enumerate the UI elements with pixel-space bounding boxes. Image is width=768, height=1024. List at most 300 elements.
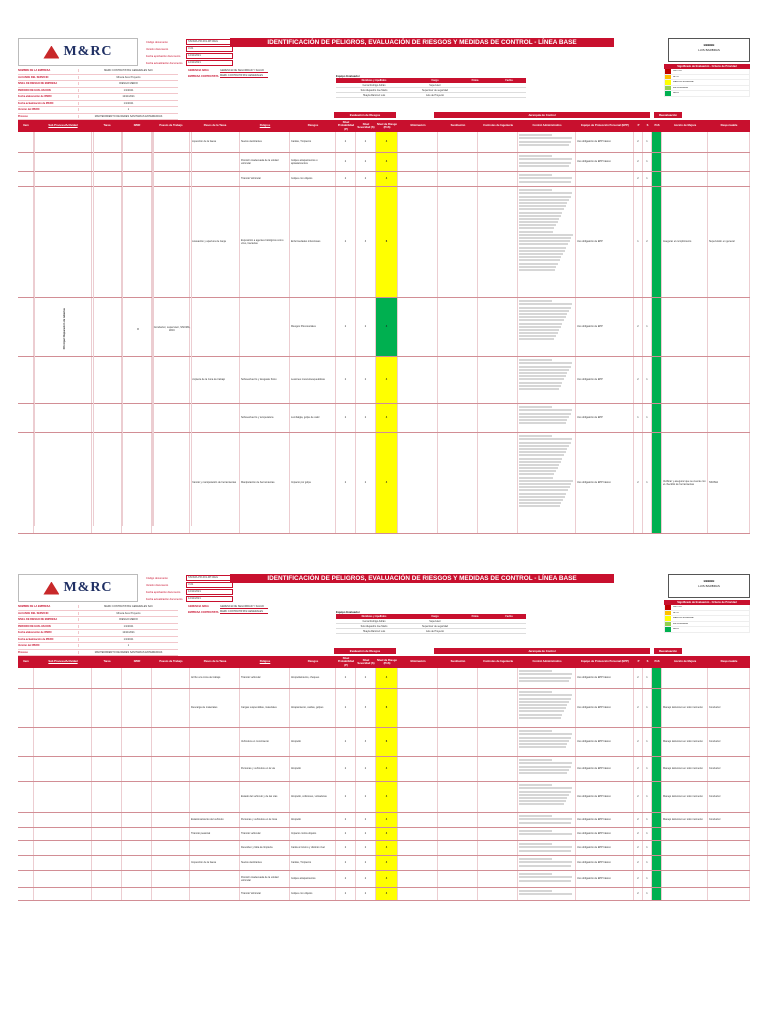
cell-task — [92, 757, 122, 781]
cell-admin — [518, 757, 576, 781]
cell-substitution — [438, 404, 478, 432]
info-value: 1 — [78, 108, 178, 111]
cell-subprocess — [34, 888, 92, 900]
cell-job — [152, 782, 190, 812]
cell-epp: Uso obligatorio de EPP básico — [576, 153, 634, 171]
cell-p2: 2 — [634, 856, 643, 870]
cell-elimination — [398, 856, 438, 870]
cell-responsible: Conductor — [708, 689, 750, 727]
cell-step: Inspección de la faena — [190, 132, 240, 152]
cell-rnr — [122, 782, 152, 812]
cell-p2: 2 — [634, 728, 643, 756]
cell-risk-level — [376, 757, 398, 781]
cell-severity: 3 — [356, 187, 376, 297]
company-logo — [18, 574, 138, 602]
cell-elimination — [398, 668, 438, 688]
table-body — [18, 132, 750, 534]
cell-item — [18, 871, 34, 887]
cell-severity: 2 — [356, 828, 376, 840]
cell-hazard: Sobreesfuerzo y temperatura — [240, 404, 290, 432]
col-action: Acción de Mejora — [673, 124, 697, 128]
cell-action — [662, 828, 708, 840]
cell-p2: 2 — [634, 841, 643, 855]
cell-risk: Golpes atrapamientos — [290, 871, 336, 887]
cell-step — [190, 871, 240, 887]
cell-elimination — [398, 813, 438, 827]
cell-engineering — [478, 689, 518, 727]
col-elimination: Eliminación — [410, 124, 426, 128]
cell-job — [152, 689, 190, 727]
meta-label: Versión documento — [146, 47, 169, 51]
cell-admin — [518, 298, 576, 356]
cell-rnr — [122, 871, 152, 887]
cell-subprocess — [34, 782, 92, 812]
evaluator-name: Huayta Ramírez Luis — [336, 93, 412, 98]
area-value: GERENCIA DE SEGURIDAD Y SALUD — [220, 605, 268, 609]
cell-engineering — [478, 187, 518, 297]
cell-step: Excavación y apertura de zanja — [190, 187, 240, 297]
approval-box — [668, 574, 750, 598]
cell-task — [92, 153, 122, 171]
cell-severity: 2 — [356, 404, 376, 432]
cell-probability: 2 — [336, 404, 356, 432]
info-value: MANTENIMIENTO DE REDES SANITARIAS ENTERRADAS — [78, 115, 178, 118]
col-item: Ítem — [23, 124, 29, 128]
cell-engineering — [478, 856, 518, 870]
evaluators-header: Fecha — [492, 78, 526, 83]
cell-job — [152, 757, 190, 781]
approval-name: LUIS BARBRAS — [698, 48, 720, 52]
cell-task — [92, 782, 122, 812]
cell-epp: Uso obligatorio de EPP básico — [576, 828, 634, 840]
cell-substitution — [438, 871, 478, 887]
cell-hazard: Tránsito Vehicular — [240, 888, 290, 900]
cell-epp: Uso obligatorio de EPP básico — [576, 728, 634, 756]
risk-level-value: 4 — [385, 832, 388, 836]
cell-epp: Uso obligatorio de EPP básico — [576, 841, 634, 855]
cell-p2: 2 — [634, 153, 643, 171]
cell-admin — [518, 132, 576, 152]
cell-risk: Lumbalgia, golpe de calor — [290, 404, 336, 432]
table-header — [18, 120, 750, 132]
col-admin: Control Administrativo — [532, 124, 562, 128]
cell-responsible: Conductor — [708, 782, 750, 812]
col-risks: Riesgos — [307, 124, 319, 128]
cell-item — [18, 298, 34, 356]
cell-elimination — [398, 757, 438, 781]
cell-action: Verificar y asegurar que se cuente con el checklist de herramientas — [662, 433, 708, 533]
cell-rnr — [122, 689, 152, 727]
meta-label: Código documento — [146, 40, 168, 44]
cell-responsible — [708, 298, 750, 356]
cell-severity: 3 — [356, 728, 376, 756]
cell-subprocess — [34, 828, 92, 840]
cell-risk: Atropello — [290, 728, 336, 756]
info-label: Versión del IPERC — [18, 644, 40, 648]
cell-hazard: Tránsito vehicular — [240, 828, 290, 840]
info-label: NIVEL DE RIESGO DE EMPRESA — [18, 618, 58, 622]
cell-step — [190, 172, 240, 186]
meta-value: V-01 — [186, 582, 233, 588]
cell-subprocess — [34, 689, 92, 727]
info-value: RIESGO MEDIO — [78, 618, 178, 621]
band-recal: Reevaluación — [654, 648, 682, 654]
risk-level-value: 4 — [385, 818, 388, 822]
risk-level-value: 4 — [385, 481, 388, 485]
cell-task — [92, 728, 122, 756]
risk-level-value: 4 — [385, 325, 388, 329]
cell-hazard: Personas y vehículos en la zona — [240, 813, 290, 827]
cell-responsible — [708, 888, 750, 900]
cell-job — [152, 856, 190, 870]
cell-probability: 2 — [336, 828, 356, 840]
cell-s2: 1 — [643, 689, 652, 727]
cell-responsible: Conductor — [708, 813, 750, 827]
cell-task — [92, 828, 122, 840]
cell-s2: 1 — [643, 728, 652, 756]
area-value: M&RC CONTRATISTAS GENERALES — [220, 74, 268, 78]
cell-rnr — [122, 668, 152, 688]
cell-admin — [518, 728, 576, 756]
cell-rnr — [122, 856, 152, 870]
cell-job — [152, 841, 190, 855]
cell-step: Arribo a la zona de trabajo — [190, 668, 240, 688]
cell-task — [92, 404, 122, 432]
cell-severity: 2 — [356, 813, 376, 827]
info-value: RIESGO MEDIO — [78, 82, 178, 85]
cell-action — [662, 888, 708, 900]
cell-action — [662, 404, 708, 432]
cell-hazard: Vehículos en movimiento — [240, 728, 290, 756]
cell-hazard: Manipulación de herramientas — [240, 433, 290, 533]
priority-legend — [664, 600, 750, 633]
table-row — [18, 689, 750, 728]
cell-task — [92, 132, 122, 152]
cell-risk: Impacto por golpe — [290, 433, 336, 533]
cell-risk: Lesiones musculoesqueléticas — [290, 357, 336, 403]
general-info — [18, 68, 178, 120]
cell-hazard: Exposición a agentes biológicos como virus, bacterias — [240, 187, 290, 297]
info-label: ALCANCE DEL SERVICIO — [18, 611, 49, 615]
cell-item — [18, 728, 34, 756]
cell-pxs2 — [652, 187, 662, 297]
cell-item — [18, 757, 34, 781]
info-label: Proceso — [18, 650, 28, 654]
cell-p2: 2 — [634, 433, 643, 533]
evaluators-table — [336, 610, 526, 634]
cell-risk-level — [376, 187, 398, 297]
iperc-sheet-1 — [18, 38, 750, 534]
cell-substitution — [438, 668, 478, 688]
cell-risk-level — [376, 728, 398, 756]
cell-action: Manejo defensivo en todo momento — [662, 728, 708, 756]
cell-item — [18, 404, 34, 432]
cell-responsible — [708, 172, 750, 186]
info-value: 1/1/2021 — [78, 89, 178, 92]
col-task: Tarea — [103, 660, 111, 664]
cell-substitution — [438, 132, 478, 152]
cell-pxs2 — [652, 153, 662, 171]
cell-s2: 2 — [643, 187, 652, 297]
cell-epp: Uso obligatorio de EPP — [576, 404, 634, 432]
cell-s2: 1 — [643, 132, 652, 152]
cell-risk: Atrapamiento, caídas, golpes — [290, 689, 336, 727]
cell-probability: 2 — [336, 871, 356, 887]
meta-label: Fecha actualización documento — [146, 597, 183, 601]
iperc-table — [18, 120, 750, 534]
cell-risk-level — [376, 871, 398, 887]
cell-hazard: Suelos deslizantes — [240, 132, 290, 152]
cell-probability: 2 — [336, 813, 356, 827]
cell-severity: 2 — [356, 357, 376, 403]
col-responsible: Responsable — [720, 124, 738, 128]
info-label: Fecha elaboración de IPERC — [18, 631, 52, 635]
cell-hazard: Suelos deslizantes — [240, 856, 290, 870]
evaluator-role: Supervisor — [412, 619, 458, 624]
cell-substitution — [438, 888, 478, 900]
cell-responsible — [708, 828, 750, 840]
col-severity: Nivel Severidad (S) — [357, 122, 375, 129]
cell-substitution — [438, 298, 478, 356]
meta-label: Fecha aprobación documento — [146, 54, 181, 58]
cell-job — [152, 728, 190, 756]
cell-pxs2 — [652, 433, 662, 533]
cell-probability: 2 — [336, 782, 356, 812]
cell-item — [18, 668, 34, 688]
cell-subprocess — [34, 841, 92, 855]
evaluator-name: Cerna Rodrigo Adrián — [336, 619, 412, 624]
cell-responsible — [708, 841, 750, 855]
cell-risk-level — [376, 813, 398, 827]
evaluator-date — [492, 93, 526, 98]
cell-admin — [518, 689, 576, 727]
cell-admin — [518, 871, 576, 887]
evaluators-header: Cargo — [412, 614, 458, 619]
logo-text: M&RC — [63, 44, 113, 59]
evaluators-title: Equipo Evaluador — [336, 610, 360, 614]
cell-elimination — [398, 172, 438, 186]
legend-title: Significado de Evaluación - Criterio de Prioridad — [664, 600, 750, 605]
cell-subprocess — [34, 668, 92, 688]
legend-text: CRÍTICO — [673, 606, 683, 609]
cell-pxs2 — [652, 841, 662, 855]
cell-hazard: Estado del vehículo y de las vías — [240, 782, 290, 812]
info-label: PERIODO DE EVALUACIÓN — [18, 88, 51, 92]
cell-s2: 1 — [643, 668, 652, 688]
cell-rnr — [122, 728, 152, 756]
cell-epp: Uso obligatorio de EPP básico — [576, 813, 634, 827]
cell-s2: 1 — [643, 856, 652, 870]
table-row — [18, 871, 750, 888]
risk-level-value: 4 — [385, 676, 388, 680]
cell-epp: Uso obligatorio de EPP básico — [576, 668, 634, 688]
cell-step: Tránsito peatonal — [190, 828, 240, 840]
cell-s2: 1 — [643, 757, 652, 781]
cell-task — [92, 187, 122, 297]
evaluators-title: Equipo Evaluador — [336, 74, 360, 78]
evaluators-header: Firma — [458, 78, 492, 83]
col-job: Puesto de Trabajo — [159, 660, 183, 664]
cell-action — [662, 871, 708, 887]
cell-item — [18, 689, 34, 727]
cell-responsible: SSOMA — [708, 433, 750, 533]
evaluator-name: Huayta Ramírez Luis — [336, 629, 412, 634]
cell-substitution — [438, 856, 478, 870]
cell-admin — [518, 813, 576, 827]
table-row — [18, 813, 750, 828]
cell-probability: 2 — [336, 668, 356, 688]
job-merged-text: Conductor, supervisor, SSOMA, WAC — [153, 326, 191, 332]
evaluator-name: Cerna Rodrigo Adrián — [336, 83, 412, 88]
cell-s2: 1 — [643, 404, 652, 432]
info-value: 12/11/2021 — [78, 95, 178, 98]
area-value: GERENCIA DE SEGURIDAD Y SALUD — [220, 69, 268, 73]
cell-p2: 2 — [634, 172, 643, 186]
col-steps: Pasos de la Tarea — [203, 124, 227, 128]
cell-epp: Uso obligatorio de EPP básico — [576, 689, 634, 727]
cell-risk: Golpes con objetos — [290, 172, 336, 186]
risk-level-value: 6 — [385, 740, 388, 744]
col-rnr: R/NR — [133, 124, 141, 128]
cell-probability: 2 — [336, 856, 356, 870]
approval-label: BBBBB — [703, 579, 715, 583]
cell-action: Manejo defensivo en todo momento — [662, 689, 708, 727]
cell-pxs2 — [652, 782, 662, 812]
cell-task — [92, 856, 122, 870]
info-label: NIVEL DE RIESGO DE EMPRESA — [18, 82, 58, 86]
cell-admin — [518, 668, 576, 688]
cell-probability: 2 — [336, 172, 356, 186]
cell-subprocess — [34, 728, 92, 756]
cell-s2: 1 — [643, 153, 652, 171]
cell-engineering — [478, 841, 518, 855]
meta-label: Fecha aprobación documento — [146, 590, 181, 594]
cell-engineering — [478, 871, 518, 887]
cell-responsible — [708, 132, 750, 152]
cell-pxs2 — [652, 132, 662, 152]
cell-s2: 1 — [643, 433, 652, 533]
document-meta — [146, 575, 233, 603]
document-title: IDENTIFICACIÓN DE PELIGROS, EVALUACIÓN DE RIESGOS Y MEDIDAS DE CONTROL - LÍNEA BASE — [230, 38, 614, 47]
cell-epp — [576, 172, 634, 186]
area-label: GERENCIA AREA — [188, 605, 209, 609]
cell-probability: 2 — [336, 728, 356, 756]
cell-severity: 2 — [356, 172, 376, 186]
cell-engineering — [478, 728, 518, 756]
cell-admin — [518, 433, 576, 533]
cell-item — [18, 828, 34, 840]
cell-probability: 2 — [336, 132, 356, 152]
subprocess-merged-text: Principal: Reparación de tuberías — [62, 308, 66, 350]
col-rnr: R/NR — [133, 660, 141, 664]
area-label: EMPRESA CONTRATISTA — [188, 74, 219, 78]
cell-step: Limpieza de la zona de trabajo — [190, 357, 240, 403]
cell-epp: Uso obligatorio de EPP básico — [576, 433, 634, 533]
cell-probability: 2 — [336, 689, 356, 727]
info-value: 1/1/2021 — [78, 102, 178, 105]
cell-engineering — [478, 668, 518, 688]
meta-value: V-01 — [186, 46, 233, 52]
table-row — [18, 782, 750, 813]
risk-level-value: 4 — [385, 140, 388, 144]
evaluator-role: Supervisor de seguridad — [412, 88, 458, 93]
cell-subprocess — [34, 871, 92, 887]
cell-risk-level — [376, 433, 398, 533]
cell-substitution — [438, 187, 478, 297]
cell-probability: 2 — [336, 187, 356, 297]
info-value: 12/11/2021 — [78, 631, 178, 634]
cell-responsible: Conductor — [708, 728, 750, 756]
cell-action — [662, 172, 708, 186]
table-row — [18, 757, 750, 782]
col-subprocess: Sub Proceso/Actividad — [48, 660, 78, 664]
cell-elimination — [398, 153, 438, 171]
risk-level-value: 4 — [385, 378, 388, 382]
iperc-sheet-2 — [18, 574, 750, 1004]
cell-item — [18, 813, 34, 827]
cell-item — [18, 856, 34, 870]
evaluators-table — [336, 74, 526, 98]
cell-action — [662, 298, 708, 356]
cell-hazard: Desorden y falta de limpieza — [240, 841, 290, 855]
cell-epp: Uso obligatorio de EPP básico — [576, 782, 634, 812]
cell-elimination — [398, 782, 438, 812]
legend-text: CRÍTICO — [673, 70, 683, 73]
cell-task — [92, 813, 122, 827]
cell-s2: 1 — [643, 813, 652, 827]
cell-substitution — [438, 172, 478, 186]
info-value: Minera Ares Proyecto — [78, 612, 178, 615]
cell-epp: Uso obligatorio de EPP básico — [576, 871, 634, 887]
cell-rnr — [122, 841, 152, 855]
cell-action — [662, 856, 708, 870]
col-risks: Riesgos — [307, 660, 319, 664]
cell-task — [92, 871, 122, 887]
col-pxs2: PxS — [654, 660, 660, 664]
cell-p2: 2 — [634, 888, 643, 900]
cell-pxs2 — [652, 668, 662, 688]
col-hazards: Peligros — [259, 660, 271, 664]
cell-risk: Atropellamiento, choques — [290, 668, 336, 688]
cell-p2: 2 — [634, 871, 643, 887]
evaluator-role: Supervisor de seguridad — [412, 624, 458, 629]
legend-text: MEDIO/PROBABLE — [673, 617, 694, 620]
cell-p2: 2 — [634, 757, 643, 781]
cell-risk-level — [376, 357, 398, 403]
col-responsible: Responsable — [720, 660, 738, 664]
logo-mountain-icon — [43, 46, 59, 59]
subprocess-merged — [34, 132, 94, 526]
evaluator-date — [492, 629, 526, 634]
cell-action: Manejo defensivo en todo momento — [662, 757, 708, 781]
cell-substitution — [438, 828, 478, 840]
cell-risk-level — [376, 856, 398, 870]
cell-action: Manejo defensivo en todo momento — [662, 813, 708, 827]
cell-action: Asegurar el cumplimiento — [662, 187, 708, 297]
cell-hazard: Posición inadecuada de la unidad vehicular — [240, 871, 290, 887]
cell-pxs2 — [652, 298, 662, 356]
task-type-merged-text: R — [137, 327, 139, 331]
cell-admin — [518, 888, 576, 900]
risk-level-value: 6 — [385, 706, 388, 710]
cell-engineering — [478, 357, 518, 403]
cell-severity: 2 — [356, 871, 376, 887]
info-label: PERIODO DE EVALUACIÓN — [18, 624, 51, 628]
cell-epp: Uso obligatorio de EPP básico — [576, 856, 634, 870]
cell-elimination — [398, 404, 438, 432]
cell-step — [190, 153, 240, 171]
meta-label: Código documento — [146, 576, 168, 580]
